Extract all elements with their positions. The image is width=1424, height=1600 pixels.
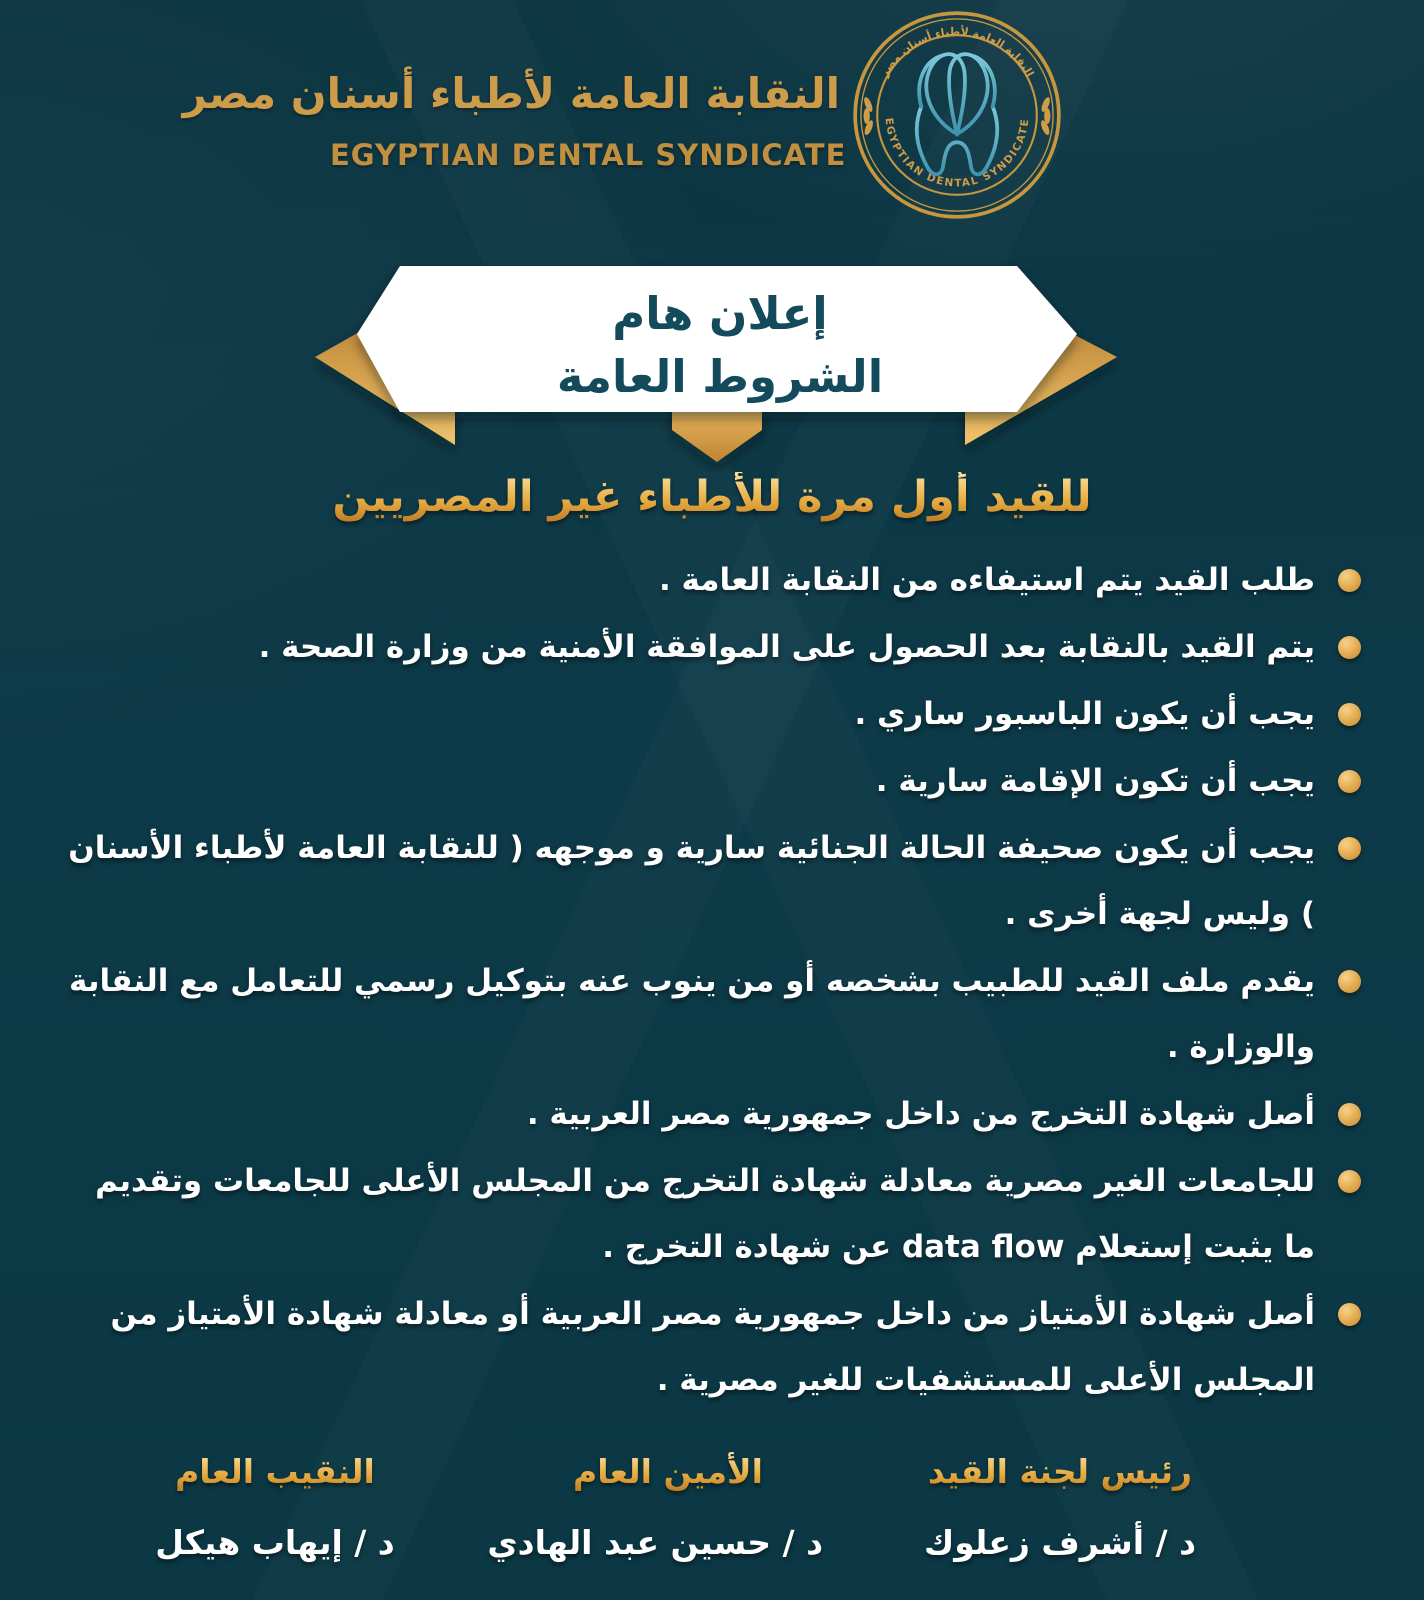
- bullet-dot-icon: [1338, 970, 1361, 993]
- bullet-dot-icon: [1338, 837, 1361, 860]
- tooth-icon: [917, 54, 997, 174]
- bullet-item: [65, 748, 1365, 814]
- bullet-dot-icon: [1338, 569, 1361, 592]
- bullet-dot-icon: [1338, 1170, 1361, 1193]
- signature-name: د / إيهاب هيكل: [155, 1523, 395, 1562]
- bullet-dot-icon: [1338, 703, 1361, 726]
- bullet-dot-icon: [1338, 770, 1361, 793]
- bullet-item: [65, 614, 1365, 680]
- bullet-text: للجامعات الغير مصرية معادلة شهادة التخرج من المجلس الأعلى للجامعات وتقديم ما يثبت إستعلام data flow عن شهادة التخرج .: [95, 1163, 1315, 1265]
- bullet-item: [65, 547, 1365, 613]
- signature-syndicate-head: [120, 1452, 430, 1562]
- page-subtitle: [0, 472, 1424, 522]
- banner-title: [400, 282, 1040, 408]
- bullet-item: [65, 948, 1365, 1080]
- bullet-text: يقدم ملف القيد للطبيب بشخصه أو من ينوب عنه بتوكيل رسمي للتعامل مع النقابة والوزارة .: [69, 963, 1315, 1065]
- bullet-text: يتم القيد بالنقابة بعد الحصول على الموافقة الأمنية من وزارة الصحة .: [258, 629, 1315, 665]
- conditions-list: [65, 547, 1365, 1414]
- signature-registration-committee-head: [905, 1452, 1215, 1562]
- syndicate-logo-seal: [852, 10, 1062, 220]
- laurel-left-icon: [862, 96, 874, 136]
- bullet-text: يجب أن يكون صحيفة الحالة الجنائية سارية و موجهه ( للنقابة العامة لأطباء الأسنان ) وليس لجهة أخرى .: [68, 830, 1315, 932]
- bullet-text: يجب أن يكون الباسبور ساري .: [854, 696, 1315, 732]
- bullet-text: أصل شهادة التخرج من داخل جمهورية مصر العربية .: [526, 1096, 1315, 1132]
- bullet-item: [65, 681, 1365, 747]
- laurel-right-icon: [1039, 96, 1051, 136]
- page-subtitle-text: للقيد أول مرة للأطباء غير المصريين: [332, 472, 1092, 522]
- signature-secretary-general: [487, 1452, 823, 1562]
- bullet-dot-icon: [1338, 1303, 1361, 1326]
- signature-name: د / حسين عبد الهادي: [487, 1523, 823, 1562]
- bullet-dot-icon: [1338, 636, 1361, 659]
- header-arabic-title: النقابة العامة لأطباء أسنان مصر: [182, 69, 840, 118]
- signature-title: رئيس لجنة القيد: [905, 1452, 1215, 1491]
- bullet-text: أصل شهادة الأمتياز من داخل جمهورية مصر العربية أو معادلة شهادة الأمتياز من المجلس الأعلى للمستشفيات للغير مصرية .: [110, 1296, 1315, 1398]
- bullet-item: [65, 1148, 1365, 1280]
- bullet-text: يجب أن تكون الإقامة سارية .: [875, 763, 1315, 799]
- bullet-item: [65, 1081, 1365, 1147]
- bullet-item: [65, 1281, 1365, 1413]
- banner-title-line1: إعلان هام: [612, 287, 828, 340]
- logo-top-arc-text: النقابة العامة لأطباء أسنان مصر: [877, 25, 1037, 80]
- bullet-text: طلب القيد يتم استيفاءه من النقابة العامة .: [658, 562, 1315, 598]
- signature-name: د / أشرف زعلوك: [923, 1523, 1197, 1562]
- signature-title: النقيب العام: [120, 1452, 430, 1491]
- bullet-dot-icon: [1338, 1103, 1361, 1126]
- logo-svg: [852, 10, 1062, 220]
- banner-title-line2: الشروط العامة: [556, 350, 884, 403]
- logo-bottom-arc-text: EGYPTIAN DENTAL SYNDICATE: [882, 117, 1032, 190]
- signature-title: الأمين العام: [513, 1452, 823, 1491]
- header-english-title: EGYPTIAN DENTAL SYNDICATE: [330, 138, 847, 172]
- bullet-item: [65, 815, 1365, 947]
